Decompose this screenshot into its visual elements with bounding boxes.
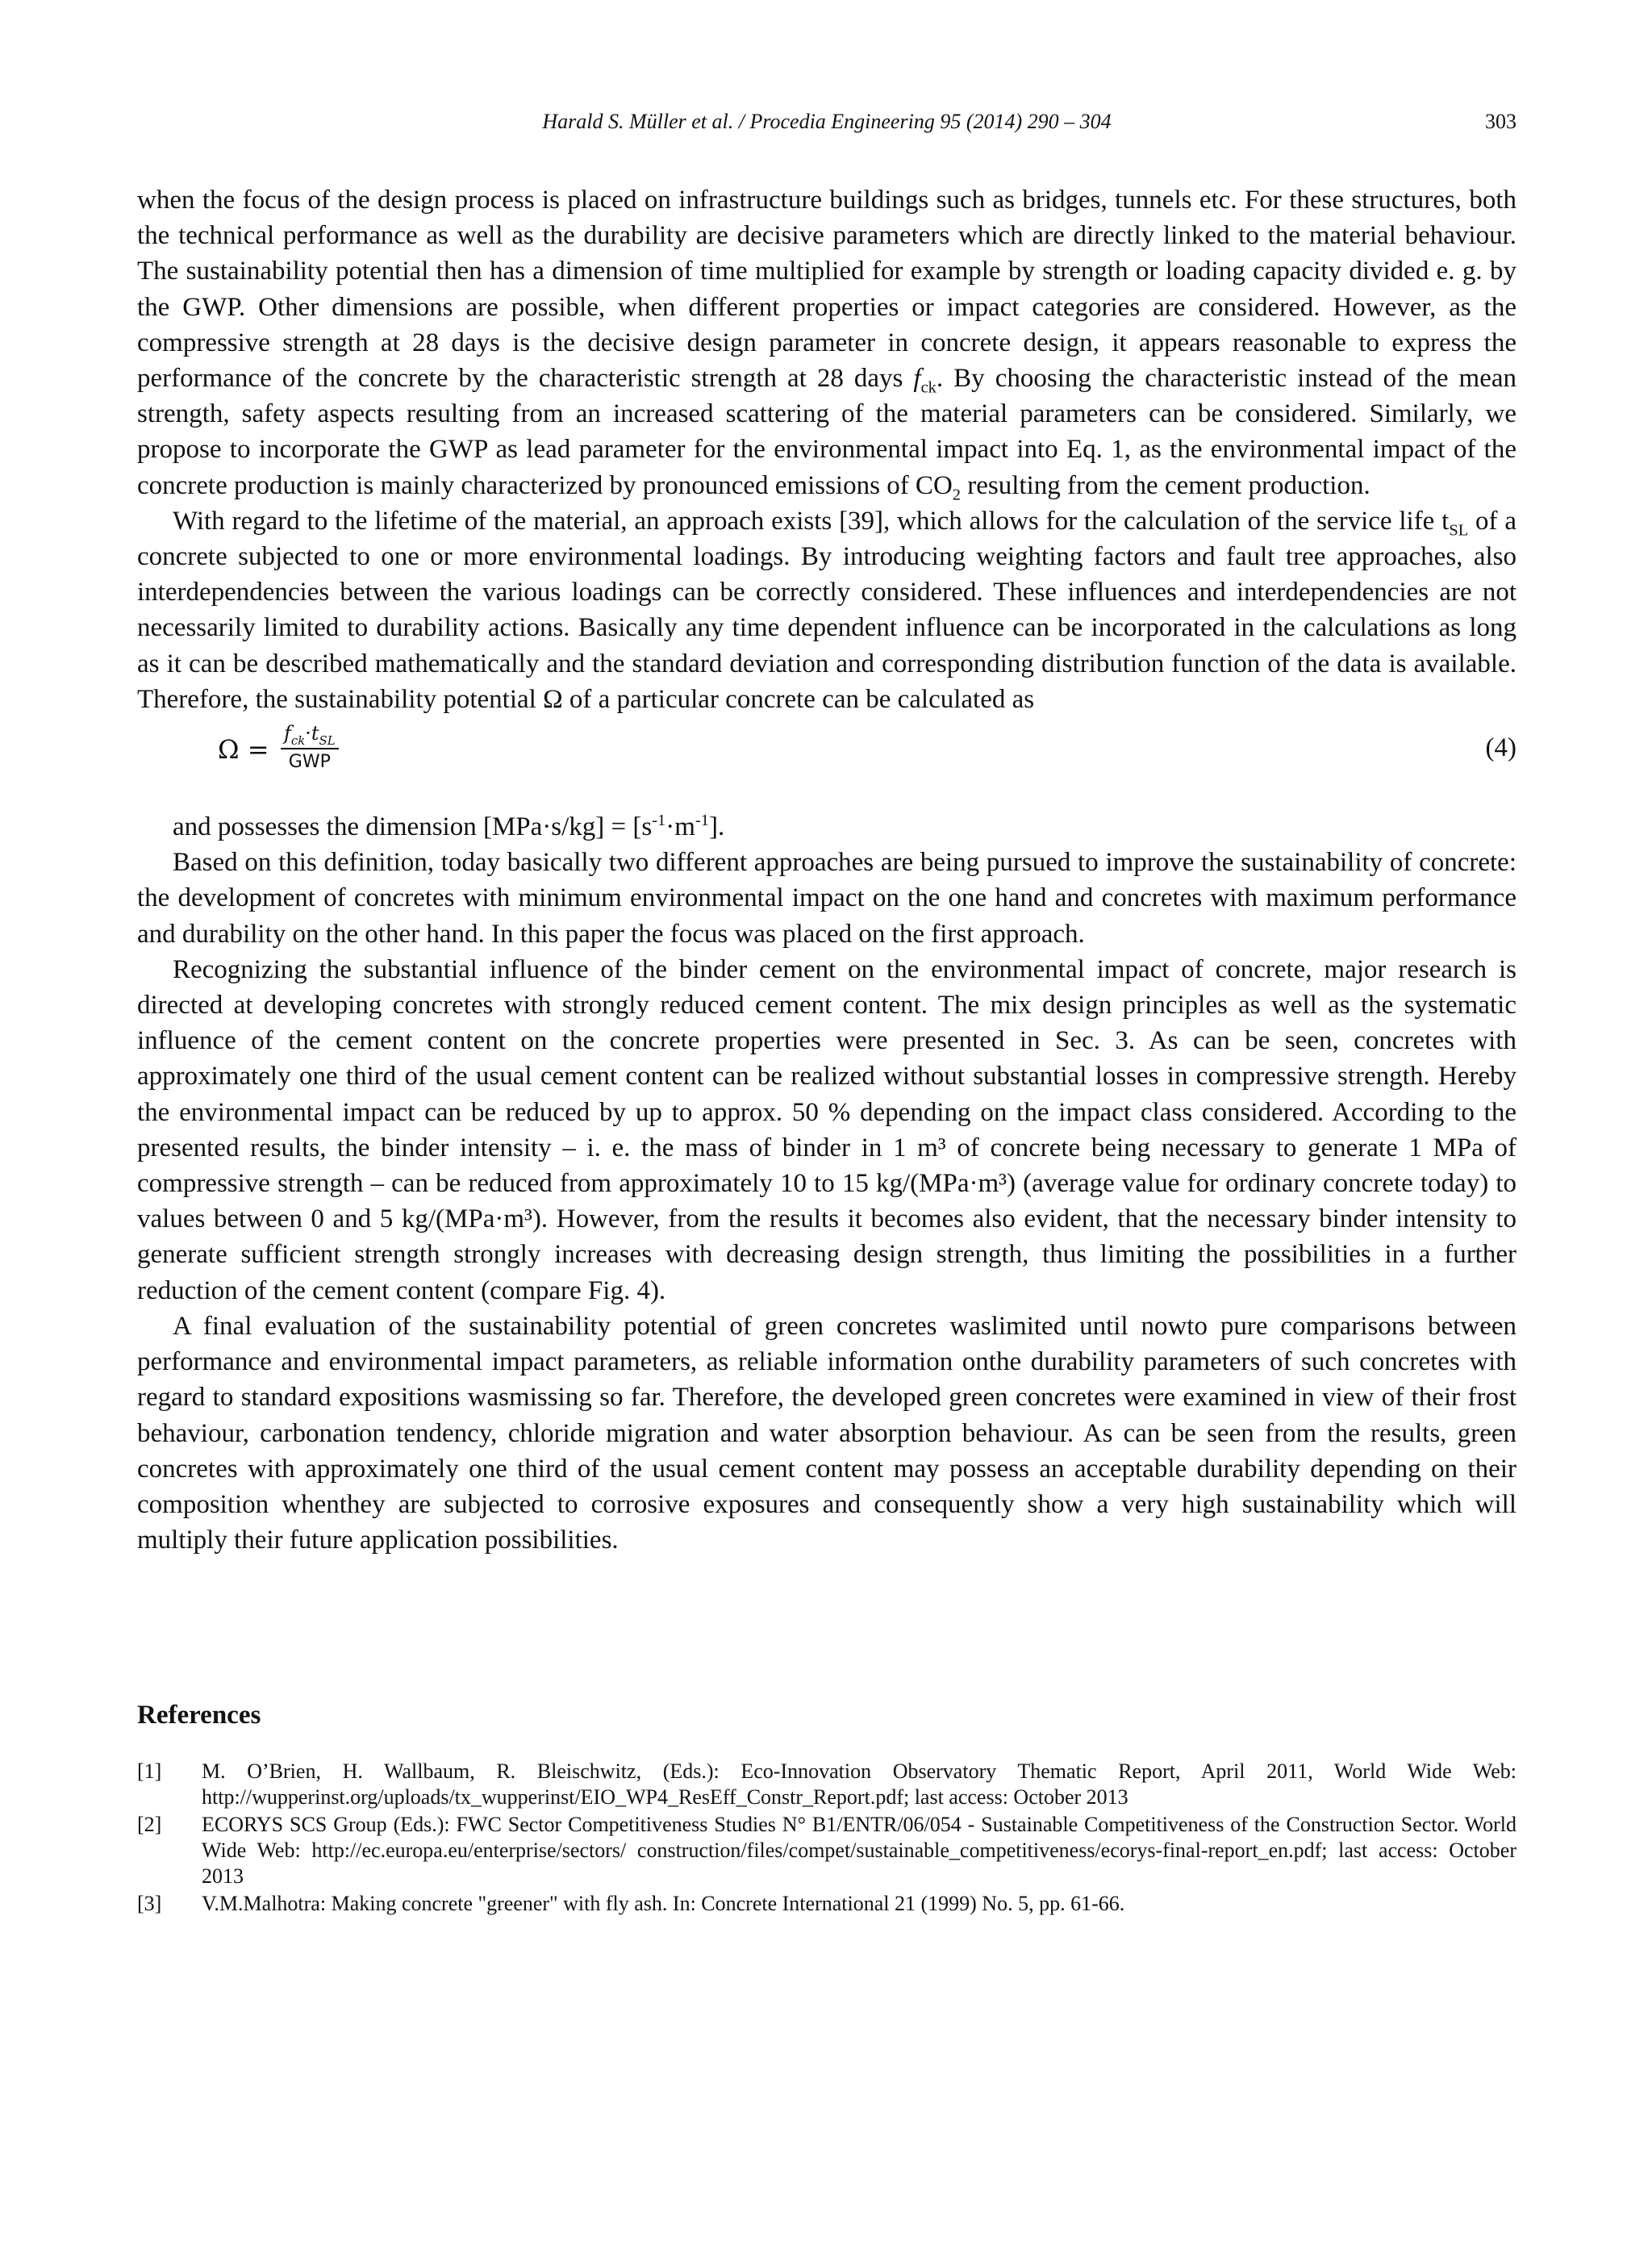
equation-4	[137, 720, 1516, 793]
page-number: 303	[1485, 110, 1516, 133]
page-header	[137, 110, 1516, 142]
equation-denominator: GWP	[288, 752, 331, 773]
paragraph-3: and possesses the dimension $[MPa\cdot s/kg] = [s^{-1}\cdot m^{-1}]$.	[173, 812, 725, 842]
paragraph-4: Based on this definition, today basically two different approaches are being pursued to improve the sustainability of concrete: the development of concretes with minimum environmental impact on the one hand and concretes with maximum performance and durability on the other hand. In this paper the focus was placed on the first approach.	[137, 848, 1516, 949]
references-heading: References	[137, 1701, 261, 1730]
reference-text: ECORYS SCS Group (Eds.): FWC Sector Competitiveness Studies N° B1/ENTR/06/054 - Sustainable Competitiveness of the Construction Sector. World Wide Web: http://ec.europa.eu/enterprise/sectors/ construction/files/compet/sustainable_competitiveness/ecorys-final-report_en.pdf; last access: October 2013	[202, 1813, 1516, 1888]
reference-item	[137, 1812, 1516, 1889]
reference-text: V.M.Malhotra: Making concrete "greener" with fly ash. In: Concrete International 21 (1999) No. 5, pp. 61-66.	[202, 1892, 1125, 1915]
fraction-bar	[281, 748, 339, 749]
reference-number: [2]	[137, 1813, 162, 1836]
paragraph-6: A final evaluation of the sustainability potential of green concretes waslimited until nowto pure comparisons between performance and environmental impact parameters, as reliable information onthe durability parameters of such concretes with regard to standard expositions wasmissing so far. Therefore, the developed green concretes were examined in view of their frost behaviour, carbonation tendency, chloride migration and water absorption behaviour. As can be seen from the results, green concretes with approximately one third of the usual cement content may possess an acceptable durability depending on their composition whenthey are subjected to corrosive exposures and consequently show a very high sustainability which will multiply their future application possibilities.	[137, 1311, 1516, 1555]
equation-number: (4)	[1485, 733, 1516, 763]
reference-item	[137, 1891, 1516, 1917]
equation-lhs: Ω =	[218, 734, 269, 766]
reference-number: [3]	[137, 1892, 162, 1915]
paragraph-5: Recognizing the substantial influence of the binder cement on the environmental impact of concrete, major research is directed at developing concretes with strongly reduced cement content. The mix design principles as well as the systematic influence of the cement content on the concrete properties were presented in Sec. 3. As can be seen, concretes with approximately one third of the usual cement content can be realized without substantial losses in compressive strength. Hereby the environmental impact can be reduced by up to approx. 50 % depending on the impact class considered. According to the presented results, the binder intensity – i. e. the mass of binder in 1 m³ of concrete being necessary to generate 1 MPa of compressive strength – can be reduced from approximately 10 to 15 kg/(MPa·m³) (average value for ordinary concrete today) to values between 0 and 5 kg/(MPa·m³). However, from the results it becomes also evident, that the necessary binder intensity to generate sufficient strength strongly increases with decreasing design strength, thus limiting the possibilities in a further reduction of the cement content (compare Fig. 4).	[137, 954, 1516, 1305]
equation-numerator: $f_{ck}\cdot t_{SL}$	[284, 722, 336, 748]
equation-fraction	[281, 720, 339, 774]
reference-item	[137, 1759, 1516, 1810]
references-list	[137, 1759, 1516, 1918]
running-head: Harald S. Müller et al. / Procedia Engineering 95 (2014) 290 – 304	[542, 110, 1112, 133]
body-text	[137, 182, 1516, 1558]
reference-text: M. O’Brien, H. Wallbaum, R. Bleischwitz, (Eds.): Eco-Innovation Observatory Thematic Report, April 2011, World Wide Web: http://wupperinst.org/uploads/tx_wupperinst/EIO_WP4_ResEff_Constr_Report.pdf; last access: October 2013	[202, 1759, 1516, 1809]
paragraph-2: With regard to the lifetime of the material, an approach exists [39], which allows for the calculation of the service life $t_{SL}$ of a concrete subjected to one or more environmental loadings. By introducing weighting factors and fault tree approaches, also interdependencies between the various loadings can be correctly considered. These influences and interdependencies are not necessarily limited to durability actions. Basically any time dependent influence can be incorporated in the calculations as long as it can be described mathematically and the standard deviation and corresponding distribution function of the data is available. Therefore, the sustainability potential Ω of a particular concrete can be calculated as	[137, 506, 1516, 714]
paragraph-1: when the focus of the design process is placed on infrastructure buildings such as bridges, tunnels etc. For these structures, both the technical performance as well as the durability are decisive parameters which are directly linked to the material behaviour. The sustainability potential then has a dimension of time multiplied for example by strength or loading capacity divided e. g. by the GWP. Other dimensions are possible, when different properties or impact categories are considered. However, as the compressive strength at 28 days is the decisive design parameter in concrete design, it appears reasonable to express the performance of the concrete by the characteristic strength at 28 days $f_{ck}$. By choosing the characteristic instead of the mean strength, safety aspects resulting from an increased scattering of the material parameters can be considered. Similarly, we propose to incorporate the GWP as lead parameter for the environmental impact into Eq. 1, as the environmental impact of the concrete production is mainly characterized by pronounced emissions of $CO_2$ resulting from the cement production.	[137, 186, 1516, 504]
reference-number: [1]	[137, 1759, 162, 1783]
